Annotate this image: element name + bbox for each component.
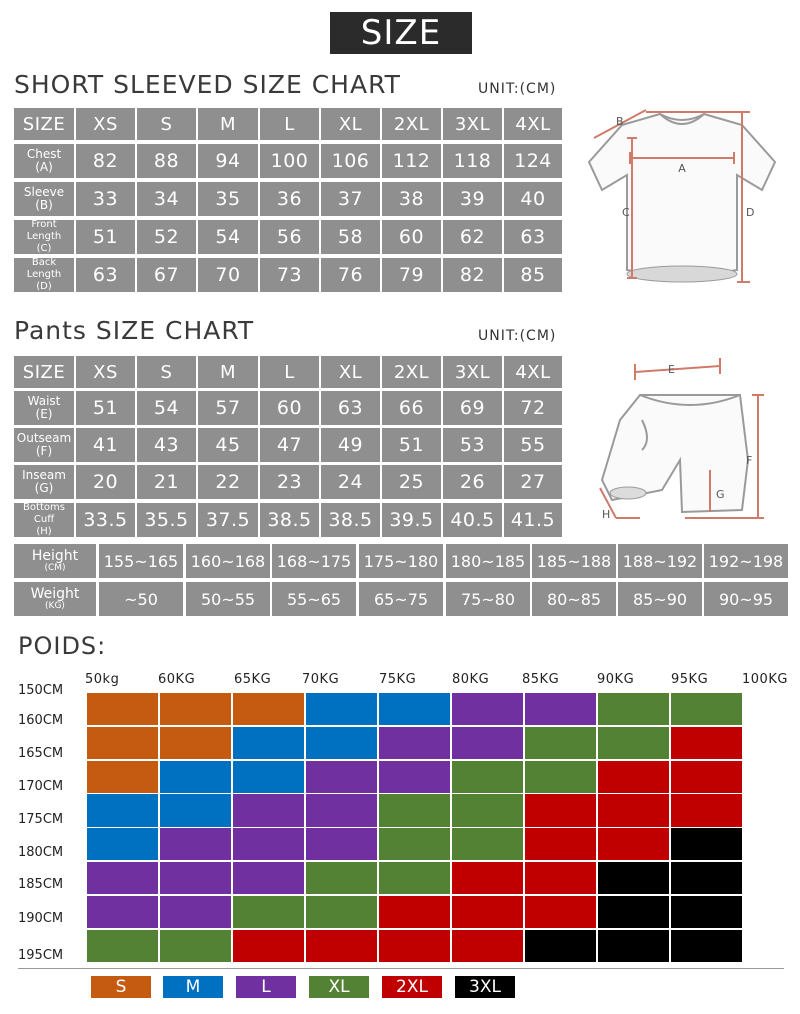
weight-label-text: Weight — [30, 585, 80, 602]
size-grid-cell — [232, 827, 305, 861]
value-cell: 82 — [76, 144, 135, 178]
size-grid-cell — [159, 726, 232, 760]
size-grid-cell — [305, 929, 378, 963]
height-axis-label: 160CM — [18, 713, 64, 728]
value-cell: 45 — [198, 428, 258, 462]
value-cell: 47 — [260, 428, 319, 462]
weight-axis-label: 60KG — [158, 672, 196, 687]
legend-swatch-2xl: 2XL — [382, 976, 442, 998]
size-grid-cell — [305, 793, 378, 827]
size-grid-cell — [597, 827, 670, 861]
value-cell: 56 — [260, 220, 319, 254]
size-grid-cell — [451, 760, 524, 794]
row-label-name: Outseam — [16, 431, 72, 445]
value-cell: 39.5 — [382, 503, 441, 537]
value-cell: 106 — [321, 144, 380, 178]
size-grid-cell — [451, 827, 524, 861]
size-grid-cell — [670, 929, 743, 963]
value-cell: 53 — [443, 428, 502, 462]
size-grid-cell — [451, 726, 524, 760]
row-label-name: Chest — [26, 147, 62, 161]
size-header-cell: SIZE — [14, 108, 74, 140]
size-col-header: M — [198, 356, 258, 388]
label-g: G — [716, 488, 725, 501]
legend-swatch-xl: XL — [309, 976, 369, 998]
value-cell: 34 — [137, 182, 196, 216]
weight-range-cell: 50~55 — [186, 582, 270, 616]
height-axis-label: 170CM — [18, 779, 64, 794]
size-grid-cell — [670, 692, 743, 726]
size-grid-cell — [232, 895, 305, 929]
weight-range-cell: 75~80 — [446, 582, 530, 616]
value-cell: 52 — [137, 220, 196, 254]
size-grid-cell — [597, 895, 670, 929]
size-col-header: 3XL — [443, 356, 502, 388]
row-label-code: (H) — [36, 526, 52, 537]
size-col-header: XL — [321, 108, 380, 140]
weight-axis-label: 75KG — [379, 672, 417, 687]
height-range-cell: 160~168 — [186, 544, 270, 578]
height-label-unit: (CM) — [44, 562, 66, 573]
weight-range-cell: 55~65 — [272, 582, 356, 616]
height-axis-label: 190CM — [18, 911, 64, 926]
size-grid-cell — [378, 726, 451, 760]
height-axis-label: 180CM — [18, 845, 64, 860]
row-label — [14, 144, 74, 178]
size-col-header: L — [260, 108, 319, 140]
value-cell: 57 — [198, 391, 258, 425]
height-label-text: Height — [31, 547, 79, 564]
size-grid-cell — [597, 929, 670, 963]
value-cell: 62 — [443, 220, 502, 254]
size-grid-cell — [597, 692, 670, 726]
height-range-cell: 168~175 — [272, 544, 356, 578]
row-label-name: Waist — [27, 394, 61, 408]
size-grid-cell — [305, 692, 378, 726]
size-col-header: XS — [76, 356, 135, 388]
row-label-code: (F) — [35, 444, 53, 458]
value-cell: 36 — [260, 182, 319, 216]
size-grid-cell — [232, 692, 305, 726]
row-label-code: (E) — [35, 407, 53, 421]
row-label — [14, 258, 74, 292]
value-cell: 22 — [198, 465, 258, 499]
value-cell: 51 — [76, 220, 135, 254]
size-grid-cell — [524, 861, 597, 895]
row-label-name: Back Length — [26, 257, 62, 280]
height-range-cell: 188~192 — [618, 544, 702, 578]
size-grid-cell — [86, 793, 159, 827]
height-axis-label: 165CM — [18, 746, 64, 761]
legend-swatch-m: M — [163, 976, 223, 998]
value-cell: 41.5 — [504, 503, 562, 537]
value-cell: 20 — [76, 465, 135, 499]
row-label-name: Sleeve — [23, 185, 65, 199]
pants-chart-title: Pants SIZE CHART — [14, 316, 255, 345]
value-cell: 66 — [382, 391, 441, 425]
height-axis-label: 195CM — [18, 948, 64, 963]
height-axis-label: 185CM — [18, 877, 64, 892]
value-cell: 63 — [76, 258, 135, 292]
value-cell: 63 — [504, 220, 562, 254]
value-cell: 73 — [260, 258, 319, 292]
size-col-header: L — [260, 356, 319, 388]
value-cell: 79 — [382, 258, 441, 292]
size-grid-cell — [378, 895, 451, 929]
value-cell: 100 — [260, 144, 319, 178]
size-grid-cell — [670, 793, 743, 827]
size-grid-cell — [159, 760, 232, 794]
size-col-header: XS — [76, 108, 135, 140]
size-col-header: 4XL — [504, 108, 562, 140]
shirt-chart-title: SHORT SLEEVED SIZE CHART — [14, 70, 401, 99]
size-col-header: XL — [321, 356, 380, 388]
weight-range-cell: 80~85 — [532, 582, 616, 616]
size-grid-cell — [159, 827, 232, 861]
size-grid-cell — [597, 726, 670, 760]
size-grid-cell — [378, 760, 451, 794]
row-label — [14, 391, 74, 425]
size-col-header: 4XL — [504, 356, 562, 388]
size-grid-cell — [524, 726, 597, 760]
height-range-cell: 192~198 — [704, 544, 788, 578]
weight-axis-label: 50kg — [85, 672, 120, 687]
row-label-name: Inseam — [22, 468, 66, 482]
size-grid-cell — [86, 726, 159, 760]
size-grid-cell — [305, 861, 378, 895]
value-cell: 25 — [382, 465, 441, 499]
legend-swatch-3xl: 3XL — [455, 976, 515, 998]
value-cell: 76 — [321, 258, 380, 292]
row-label-code: (C) — [36, 243, 52, 254]
size-grid-cell — [524, 692, 597, 726]
pants-unit-label: UNIT:(CM) — [478, 328, 557, 344]
weight-range-cell: 85~90 — [618, 582, 702, 616]
size-grid-cell — [232, 760, 305, 794]
size-grid-cell — [451, 861, 524, 895]
size-grid-cell — [86, 895, 159, 929]
size-grid-cell — [378, 929, 451, 963]
size-grid-cell — [86, 827, 159, 861]
poids-title: POIDS: — [18, 632, 107, 660]
size-col-header: 2XL — [382, 108, 441, 140]
value-cell: 27 — [504, 465, 562, 499]
value-cell: 43 — [137, 428, 196, 462]
size-grid-cell — [232, 929, 305, 963]
value-cell: 40.5 — [443, 503, 502, 537]
size-grid-cell — [670, 760, 743, 794]
size-grid-cell — [670, 827, 743, 861]
value-cell: 54 — [137, 391, 196, 425]
weight-axis-label: 85KG — [522, 672, 560, 687]
value-cell: 70 — [198, 258, 258, 292]
size-grid-cell — [159, 793, 232, 827]
size-grid-cell — [305, 760, 378, 794]
size-grid-cell — [159, 692, 232, 726]
value-cell: 49 — [321, 428, 380, 462]
value-cell: 51 — [76, 391, 135, 425]
size-grid-cell — [86, 760, 159, 794]
value-cell: 60 — [260, 391, 319, 425]
value-cell: 24 — [321, 465, 380, 499]
weight-axis-label: 70KG — [302, 672, 340, 687]
weight-axis-label: 100KG — [742, 672, 788, 687]
size-grid-cell — [524, 793, 597, 827]
value-cell: 85 — [504, 258, 562, 292]
value-cell: 124 — [504, 144, 562, 178]
size-grid-cell — [159, 929, 232, 963]
value-cell: 26 — [443, 465, 502, 499]
row-label — [14, 220, 74, 254]
value-cell: 33 — [76, 182, 135, 216]
size-grid-cell — [451, 929, 524, 963]
height-range-cell: 185~188 — [532, 544, 616, 578]
weight-range-cell: 65~75 — [359, 582, 443, 616]
size-grid-cell — [305, 827, 378, 861]
value-cell: 37.5 — [198, 503, 258, 537]
size-grid-cell — [597, 760, 670, 794]
size-header-cell: SIZE — [14, 356, 74, 388]
size-grid-cell — [378, 793, 451, 827]
value-cell: 58 — [321, 220, 380, 254]
size-grid-cell — [86, 929, 159, 963]
row-label — [14, 182, 74, 216]
label-f: F — [746, 454, 753, 467]
shorts-diagram — [580, 340, 780, 530]
row-label-name: Bottoms Cuff — [23, 502, 65, 525]
height-range-cell: 180~185 — [446, 544, 530, 578]
size-grid-cell — [597, 861, 670, 895]
size-grid-cell — [159, 861, 232, 895]
shirt-unit-label: UNIT:(CM) — [478, 81, 557, 97]
value-cell: 38 — [382, 182, 441, 216]
weight-axis-label: 95KG — [671, 672, 709, 687]
label-d: D — [746, 206, 755, 219]
size-grid-cell — [451, 692, 524, 726]
value-cell: 38.5 — [260, 503, 319, 537]
value-cell: 112 — [382, 144, 441, 178]
row-label-code: (G) — [34, 481, 54, 495]
jersey-diagram — [572, 100, 787, 295]
height-label — [14, 544, 96, 578]
size-grid-cell — [670, 861, 743, 895]
value-cell: 88 — [137, 144, 196, 178]
value-cell: 38.5 — [321, 503, 380, 537]
weight-label-unit: (KG) — [45, 600, 65, 611]
value-cell: 35 — [198, 182, 258, 216]
value-cell: 39 — [443, 182, 502, 216]
label-b: B — [616, 115, 624, 128]
size-grid-cell — [670, 895, 743, 929]
size-grid-cell — [451, 895, 524, 929]
weight-axis-label: 90KG — [597, 672, 635, 687]
size-grid-cell — [524, 929, 597, 963]
row-label — [14, 503, 74, 537]
row-label-name: Front Length — [26, 219, 62, 242]
poids-baseline — [18, 968, 784, 969]
value-cell: 41 — [76, 428, 135, 462]
weight-range-cell: ~50 — [99, 582, 183, 616]
size-col-header: M — [198, 108, 258, 140]
size-grid-cell — [232, 861, 305, 895]
height-axis-label: 175CM — [18, 812, 64, 827]
size-grid-cell — [232, 793, 305, 827]
value-cell: 40 — [504, 182, 562, 216]
row-label — [14, 465, 74, 499]
weight-axis-label: 80KG — [452, 672, 490, 687]
legend-swatch-l: L — [236, 976, 296, 998]
size-col-header: S — [137, 356, 196, 388]
value-cell: 94 — [198, 144, 258, 178]
size-grid-cell — [378, 827, 451, 861]
row-label-code: (A) — [35, 160, 53, 174]
size-grid-cell — [232, 726, 305, 760]
value-cell: 35.5 — [137, 503, 196, 537]
value-cell: 63 — [321, 391, 380, 425]
size-grid-cell — [524, 827, 597, 861]
size-grid-cell — [670, 726, 743, 760]
value-cell: 21 — [137, 465, 196, 499]
value-cell: 37 — [321, 182, 380, 216]
value-cell: 23 — [260, 465, 319, 499]
size-col-header: S — [137, 108, 196, 140]
size-col-header: 2XL — [382, 356, 441, 388]
size-col-header: 3XL — [443, 108, 502, 140]
height-range-cell: 175~180 — [359, 544, 443, 578]
label-a: A — [678, 162, 686, 175]
size-grid-cell — [451, 793, 524, 827]
size-grid-cell — [597, 793, 670, 827]
size-grid-cell — [86, 861, 159, 895]
value-cell: 60 — [382, 220, 441, 254]
label-e: E — [668, 363, 675, 376]
size-banner: SIZE — [330, 12, 472, 54]
size-grid-cell — [524, 895, 597, 929]
size-grid-cell — [524, 760, 597, 794]
size-grid-cell — [378, 861, 451, 895]
value-cell: 72 — [504, 391, 562, 425]
label-h: H — [602, 508, 611, 521]
row-label — [14, 428, 74, 462]
height-range-cell: 155~165 — [99, 544, 183, 578]
height-axis-label: 150CM — [18, 683, 64, 698]
size-grid-cell — [305, 895, 378, 929]
size-grid-cell — [378, 692, 451, 726]
weight-axis-label: 65KG — [234, 672, 272, 687]
legend-swatch-s: S — [91, 976, 151, 998]
weight-range-cell: 90~95 — [704, 582, 788, 616]
value-cell: 118 — [443, 144, 502, 178]
value-cell: 33.5 — [76, 503, 135, 537]
value-cell: 51 — [382, 428, 441, 462]
label-c: C — [622, 206, 630, 219]
size-grid-cell — [305, 726, 378, 760]
row-label-code: (B) — [35, 198, 53, 212]
size-grid-cell — [86, 692, 159, 726]
row-label-code: (D) — [36, 281, 52, 292]
size-grid-cell — [159, 895, 232, 929]
value-cell: 67 — [137, 258, 196, 292]
value-cell: 69 — [443, 391, 502, 425]
value-cell: 82 — [443, 258, 502, 292]
weight-label — [14, 582, 96, 616]
value-cell: 55 — [504, 428, 562, 462]
value-cell: 54 — [198, 220, 258, 254]
